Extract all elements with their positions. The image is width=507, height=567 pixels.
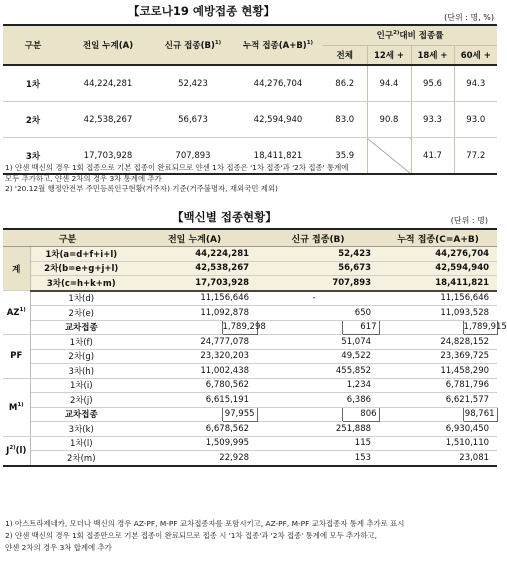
table-row: $M^{1)}$ 1차(i) 6,780,562 1,234 6,781,796 [3, 378, 497, 393]
empty-cell [367, 138, 411, 175]
table-row: 1차 44,224,281 52,423 44,276,704 86.2 94.4 95.6 94.3 [3, 65, 497, 102]
group-j: $J^{2)}(l)$ [3, 436, 30, 466]
table-row: 2차(m) 22,928 153 23,081 [3, 451, 497, 466]
table-row: 2차(j) 6,615,191 6,386 6,621,577 [3, 393, 497, 408]
header-rate: 인구$^{2)}$대비 접종률 [323, 25, 497, 45]
header-dose: 구분 [3, 25, 63, 65]
table-row: PF 1차(f) 24,777,078 51,074 24,828,152 [3, 335, 497, 350]
unit-label: (단위 : 명, %) [444, 13, 494, 22]
table-row: 2차(b=e+g+j+l) 42,538,267 56,673 42,594,940 [3, 261, 497, 276]
header-cumulative: 누적 접종(C=A+B) [379, 229, 497, 247]
cross-row: 교차접종 97,955 806 98,761 [3, 407, 497, 422]
cross-row: 교차접종 1,789,298 617 1,789,915 [3, 320, 497, 335]
table-row: 3차(k) 6,678,562 251,888 6,930,450 [3, 422, 497, 437]
header-all: 전체 [323, 45, 367, 65]
header-new: 신규 접종$(B)^{1)}$ [153, 25, 233, 65]
table-row: $J^{2)}(l)$ 1차(l) 1,509,995 115 1,510,110 [3, 436, 497, 451]
page-title: 【코로나19 예방접종 현황】 [128, 4, 275, 18]
header-18plus: 18세 + [411, 45, 454, 65]
table-row: 2차(g) 23,320,203 49,522 23,369,725 [3, 349, 497, 364]
vaccine-breakdown-table [3, 228, 507, 467]
header-12plus: 12세 + [367, 45, 411, 65]
header-cumulative: 누적 접종$(A+B)^{1)}$ [233, 25, 323, 65]
footnotes-1: 1) 얀센 백신의 경우 1회 접종으로 기본 접종이 완료되므로 얀센 1차 접종은 '1차 접종'과 '2차 접종' 통계에 모두 추가하고, 얀센 2차의 경우 3차 통계에 추가 2) '20.12월 행정안전부 주민등록인구현황(거주자) 기준(거주불명자, 재외국민 제외) [5, 163, 349, 193]
table-row: 2차 42,538,267 56,673 42,594,940 83.0 90.8 93.3 93.0 [3, 102, 497, 138]
header-prev-total: 전일 누계(A) [132, 229, 257, 247]
table-row: 3차 17,703,928 707,893 18,411,821 35.9 41.7 77.2 [3, 138, 497, 175]
group-az: AZ$^{1)}$ [3, 291, 30, 335]
table-row: 3차(h) 11,002,438 455,852 11,458,290 [3, 364, 497, 379]
section-title: 【백신별 접종현황】 [172, 210, 277, 224]
group-pf: PF [3, 335, 30, 379]
header-60plus: 60세 + [454, 45, 497, 65]
table-row: 2차(e) 11,092,878 650 11,093,528 [3, 306, 497, 321]
table-row: 계 1차(a=d+f+i+l) 44,224,281 52,423 44,276,704 [3, 247, 497, 262]
header-category: 구분 [3, 229, 132, 247]
footnotes-2: 1) 아스트라제네카, 모더나 백신의 경우 AZ-PF, M-PF 교차접종자를 포함시키고, AZ-PF, M-PF 교차접종자 통계 추가로 표시 2) 얀센 백신의 경우 1회 접종만으로 기본 접종이 완료되므로 접종 시 '1차 접종'과 '2차 접종' 통계에 모두 추가하고, 얀센 2차의 경우 3차 합계에 추가 [5, 519, 405, 552]
header-new: 신규 접종(B) [257, 229, 379, 247]
vaccination-summary-table [3, 24, 497, 175]
table-row: AZ$^{1)}$ 1차(d) 11,156,646 - 11,156,646 [3, 291, 497, 306]
group-m: $M^{1)}$ [3, 378, 30, 436]
table-row: 3차(c=h+k+m) 17,703,928 707,893 18,411,821 [3, 276, 497, 291]
group-total: 계 [3, 247, 30, 291]
unit-label: (단위 : 명) [450, 216, 488, 225]
header-prev-total: 전일 누계(A) [63, 25, 153, 65]
